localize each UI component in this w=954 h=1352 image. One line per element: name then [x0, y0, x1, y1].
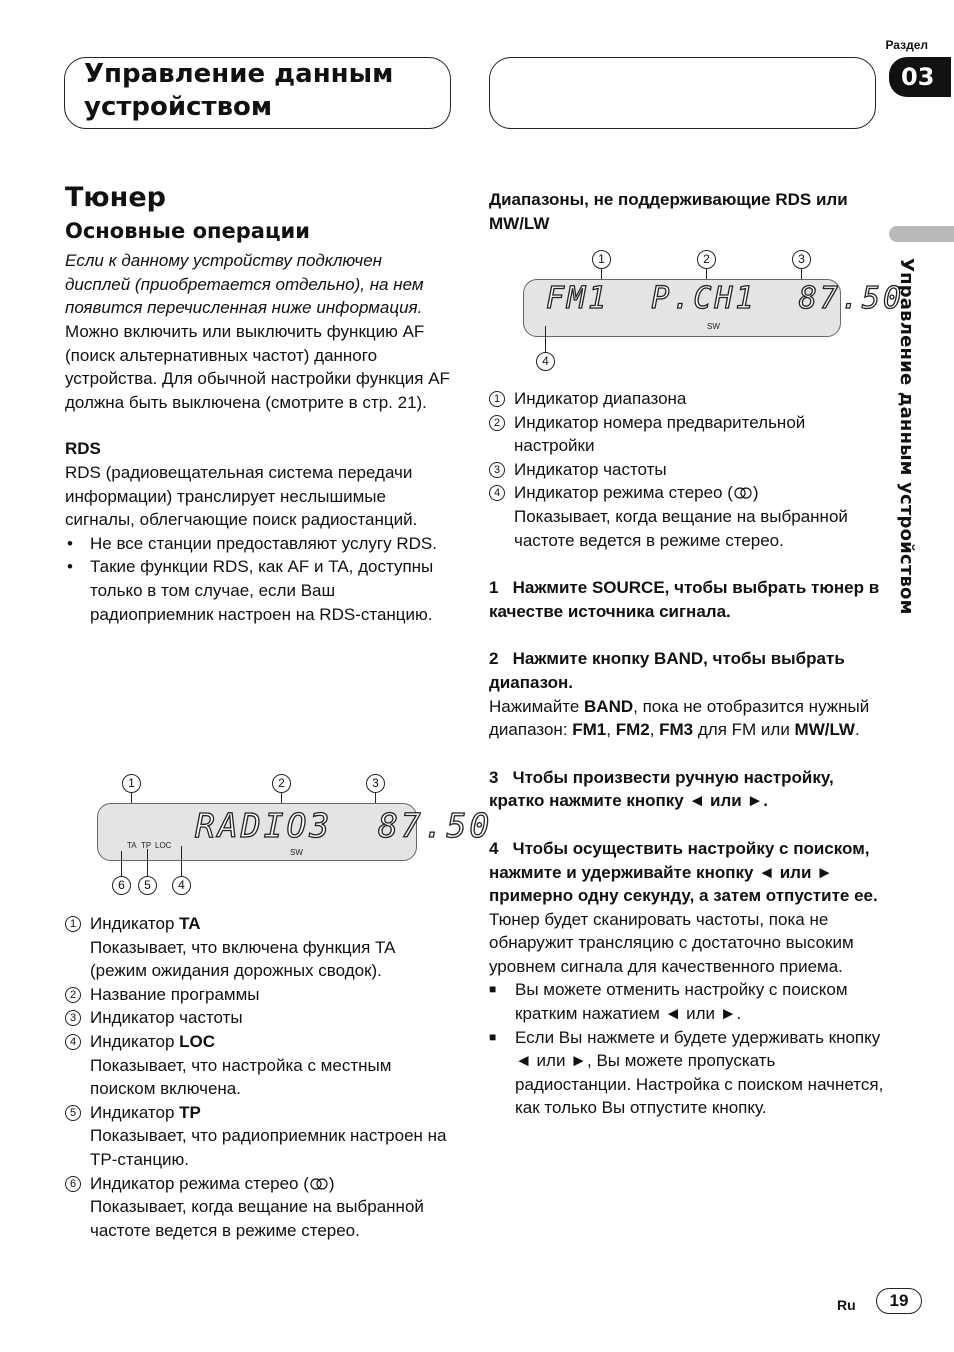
legend-number: 2	[65, 987, 81, 1003]
legend-item	[489, 387, 884, 411]
step-2-end: .	[854, 720, 860, 740]
legend-item	[65, 1030, 450, 1101]
af-paragraph: Можно включить или выключить функцию AF (поиск альтернативных частот) данного устройства. Для обычной настройки функция AF должна быть выключена (смотрите в стр. 21).	[65, 321, 450, 412]
rds-heading: RDS	[65, 439, 101, 459]
note-item: ■ Вы можете отменить настройку с поиском кратким нажатием ◄ или ►.	[489, 978, 884, 1025]
callout-2: 2	[697, 250, 716, 269]
step-2-text-a: Нажимайте	[489, 696, 585, 716]
stereo-icon	[309, 1178, 329, 1190]
band-key: BAND	[584, 696, 634, 716]
lcd-tp-label: TP	[141, 841, 152, 850]
side-tab-marker	[889, 226, 954, 242]
legend-number: 5	[65, 1105, 81, 1121]
legend-item	[65, 912, 450, 983]
step-1: 1 Нажмите SOURCE, чтобы выбрать тюнер в качестве источника сигнала.	[489, 578, 880, 621]
page-number: 19	[876, 1288, 922, 1314]
lcd-sw-label: SW	[290, 848, 303, 857]
legend-label: Индикатор	[90, 914, 180, 933]
legend-label: Индикатор режима стерео (	[90, 1173, 309, 1193]
legend-item	[65, 1101, 450, 1172]
lcd-loc-label: LOC	[155, 841, 172, 850]
legend-item	[489, 458, 884, 482]
legend-label-bold: LOC	[179, 1031, 216, 1051]
callout-4: 4	[536, 352, 555, 371]
rds-paragraph: RDS (радиовещательная система передачи информации) транслирует неслышимые сигналы, облегчающие поиск радиостанций.	[65, 462, 418, 530]
bullet-item: • Такие функции RDS, как AF и TA, доступны только в том случае, если Ваш радиоприемник настроен на RDS-станцию.	[65, 555, 450, 626]
band-fm1: FM1	[572, 720, 607, 740]
lcd-main-text: FM1 P.CH1 87.50	[546, 281, 905, 316]
legend-description: Показывает, что включена функция TA (режим ожидания дорожных сводок).	[90, 937, 395, 981]
step-4-body: Тюнер будет сканировать частоты, пока не обнаружит трансляцию с достаточно высоким уровнем сигнала для качественного приема.	[489, 909, 854, 976]
legend-label-tail: )	[752, 483, 759, 503]
note-item: ■ Если Вы нажмете и будете удерживать кнопку ◄ или ►, Вы можете пропускать радиостанции. Настройка с поиском начнется, как только Вы отпустите кнопку.	[489, 1026, 884, 1120]
leader-line	[181, 846, 182, 876]
legend-number: 3	[489, 462, 505, 478]
callout-2: 2	[272, 774, 291, 793]
legend-label-bold: TP	[179, 1102, 201, 1122]
step-4-title: 4 Чтобы осуществить настройку с поиском, нажмите и удерживайте кнопку ◄ или ► примерно одну секунду, а затем отпустите ее.	[489, 838, 878, 906]
lcd-ta-label: TA	[127, 841, 137, 850]
right-top	[489, 188, 884, 235]
legend-label: Индикатор	[90, 1102, 180, 1122]
step-2-text-b: , пока не отобразится нужный диапазон:	[489, 696, 870, 740]
section-number-badge: 03	[889, 57, 951, 97]
legend-number: 1	[489, 391, 505, 407]
legend-number: 6	[65, 1176, 81, 1192]
callout-5: 5	[138, 876, 157, 895]
legend-label: Индикатор диапазона	[514, 389, 687, 408]
step-2-body	[489, 695, 884, 742]
legend-item	[489, 411, 884, 458]
chapter-title-line2: устройством	[84, 92, 273, 122]
callout-3: 3	[792, 250, 811, 269]
bullet-item: • Не все станции предоставляют услугу RDS.	[65, 532, 450, 556]
right-body	[489, 387, 884, 1120]
leader-line	[545, 326, 546, 352]
legend-description: Показывает, что настройка с местным поиском включена.	[90, 1055, 392, 1099]
legend-description: Показывает, что радиоприемник настроен на TP-станцию.	[90, 1126, 447, 1169]
legend-item	[65, 1006, 450, 1030]
legend-item	[65, 983, 450, 1007]
right-heading: Диапазоны, не поддерживающие RDS или MW/LW	[489, 190, 848, 233]
legend-description: Показывает, когда вещание на выбранной частоте ведется в режиме стерео.	[90, 1197, 424, 1240]
band-mwlw: MW/LW	[794, 720, 855, 740]
empty-header-frame	[489, 57, 876, 129]
callout-4: 4	[172, 876, 191, 895]
page-title: Тюнер	[65, 182, 166, 213]
left-legend	[65, 912, 450, 1242]
step-2-sep: ,	[606, 720, 616, 740]
callout-3: 3	[366, 774, 385, 793]
step-3: 3 Чтобы произвести ручную настройку, кратко нажмите кнопку ◄ или ►.	[489, 767, 834, 811]
legend-description: Показывает, когда вещание на выбранной частоте ведется в режиме стерео.	[514, 506, 848, 550]
side-chapter-label: Управление данным устройством	[896, 258, 917, 615]
chapter-title	[84, 58, 444, 124]
legend-label: Индикатор частоты	[90, 1008, 243, 1028]
legend-number: 4	[489, 485, 505, 501]
legend-item	[65, 1172, 450, 1243]
stereo-icon	[733, 487, 753, 499]
legend-label: Индикатор	[90, 1031, 180, 1051]
left-column	[65, 182, 450, 626]
step-2-text-c: для FM или	[693, 720, 795, 740]
callout-1: 1	[592, 250, 611, 269]
legend-number: 3	[65, 1010, 81, 1026]
callout-6: 6	[112, 876, 131, 895]
legend-number: 1	[65, 916, 81, 932]
leader-line	[147, 849, 148, 876]
band-fm2: FM2	[615, 720, 650, 740]
step-2-sep: ,	[649, 720, 660, 740]
legend-item	[489, 481, 884, 552]
legend-number: 4	[65, 1034, 81, 1050]
legend-label: Индикатор частоты	[514, 459, 667, 479]
legend-label: Индикатор режима стерео (	[514, 483, 733, 503]
legend-label-bold: TA	[179, 914, 201, 933]
section-label: Раздел	[885, 38, 928, 52]
chapter-title-line1: Управление данным	[84, 59, 394, 89]
callout-1: 1	[122, 774, 141, 793]
step-2-title: 2 Нажмите кнопку BAND, чтобы выбрать диапазон.	[489, 649, 845, 692]
language-code: Ru	[837, 1297, 856, 1313]
lcd-sw-label: SW	[707, 322, 720, 331]
band-fm3: FM3	[659, 720, 694, 740]
legend-number: 2	[489, 415, 505, 431]
leader-line	[121, 851, 122, 876]
legend-label-tail: )	[328, 1173, 335, 1193]
subheading: Основные операции	[65, 218, 310, 243]
legend-label: Индикатор номера предварительной настройки	[514, 412, 806, 456]
lcd-main-text: RADIO3 87.50	[195, 806, 493, 845]
intro-paragraph: Если к данному устройству подключен дисплей (приобретается отдельно), на нем появится перечисленная ниже информация.	[65, 251, 424, 318]
legend-label: Название программы	[90, 984, 260, 1004]
